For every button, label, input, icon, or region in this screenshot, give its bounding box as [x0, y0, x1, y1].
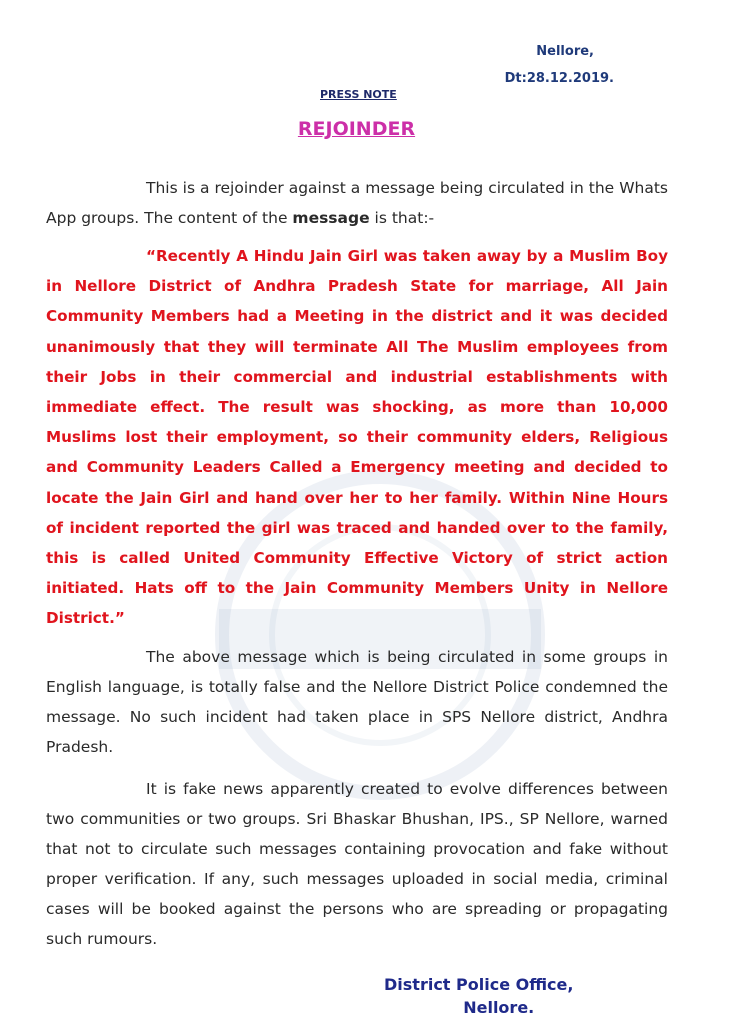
paragraph-2: The above message which is being circulated in some groups in English language, is totally false and the Nellore District Police condemned the message. No such incident had taken place in SPS Nellore district, Andhra Pradesh.	[46, 647, 668, 756]
paragraph-3: It is fake news apparently created to evolve differences between two communities or two groups. Sri Bhaskar Bhushan, IPS., SP Nellore, warned that not to circulate such messages containing provocation and fake without proper verification. If any, such messages uploaded in social media, criminal cases will be booked against the persons who are spreading or propagating such rumours.	[46, 779, 668, 948]
intro-text-before: This is a rejoinder against a message being circulated in the Whats App groups. The content of the	[46, 179, 668, 227]
intro-paragraph	[46, 173, 668, 233]
intro-text-after: is that:-	[369, 209, 435, 227]
quoted-message: “Recently A Hindu Jain Girl was taken away by a Muslim Boy in Nellore District of Andhra Pradesh State for marriage, All Jain Community Members had a Meeting in the district and it was decided unanimously that they will terminate All The Muslim employees from their Jobs in their commercial and industrial establishments with immediate effect. The result was shocking, as more than 10,000 Muslims lost their employment, so their community elders, Religious and Community Leaders Called a Emergency meeting and decided to locate the Jain Girl and hand over her to her family. Within Nine Hours of incident reported the girl was traced and handed over to the family, this is called United Community Effective Victory of strict action initiated. Hats off to the Jain Community Members Unity in Nellore District.”	[46, 247, 668, 628]
document-title: REJOINDER	[297, 118, 416, 140]
signature-office: District Police Office,	[384, 975, 574, 994]
signature-block	[384, 973, 573, 1019]
signature-town: Nellore.	[463, 998, 535, 1017]
header-place-date	[505, 38, 614, 92]
press-note-label: PRESS NOTE	[320, 88, 397, 101]
header-date: Dt:28.12.2019.	[504, 71, 614, 86]
intro-bold-word: message	[292, 209, 370, 227]
document-body	[46, 173, 668, 954]
header-place: Nellore,	[536, 44, 594, 59]
